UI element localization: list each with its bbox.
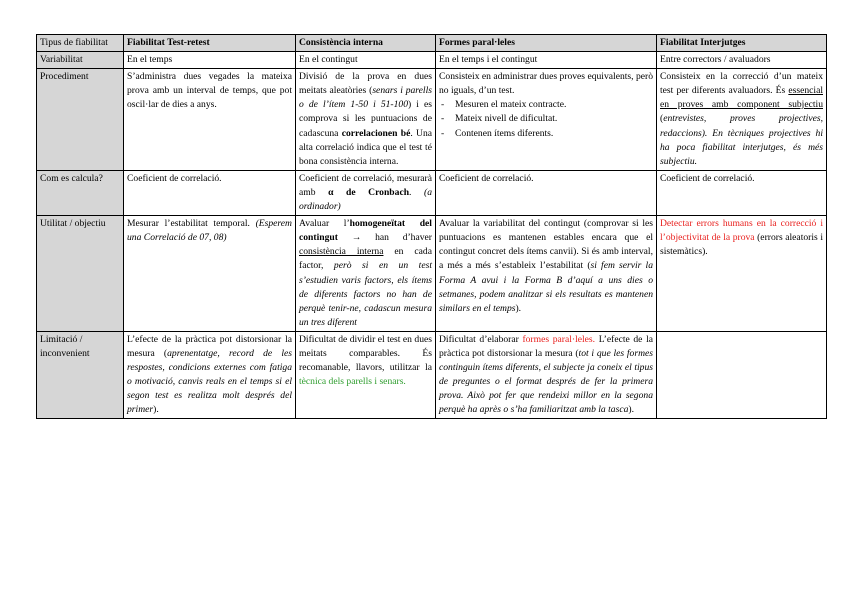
text-segment-italic: però si en un test s’estudien varis factors, els ítems de diferents factors no han de perquè tenir-ne, cadascun mesura un tres diferent xyxy=(299,260,432,328)
cell-procediment-interjutges xyxy=(657,69,827,171)
cell-procediment-test-retest: S’administra dues vegades la mateixa prova amb un interval de temps, que pot oscil·lar de dies a anys. xyxy=(124,69,296,171)
row-utilitat xyxy=(37,216,827,332)
cell-utilitat-interjutges xyxy=(657,216,827,332)
text-segment: ). xyxy=(628,404,634,416)
procediment-formes-list xyxy=(439,98,653,140)
procediment-formes-intro: Consisteix en administrar dues proves equivalents, però no iguals, d’un test. xyxy=(439,71,653,97)
text-segment-italic: (a ordinador) xyxy=(299,186,433,213)
cell-utilitat-formes xyxy=(436,216,657,332)
row-limitacio xyxy=(37,331,827,419)
text-segment-underlined: essencial en proves amb component subjectiu xyxy=(660,85,823,111)
text-segment: Consisteix en la correcció d’un mateix test per diferents avaluadors. És xyxy=(660,71,823,97)
cell-calcula-formes: Coeficient de correlació. xyxy=(436,170,657,215)
text-segment: Mesurar l’estabilitat temporal. xyxy=(127,218,256,230)
list-item: - Mesuren el mateix contracte. xyxy=(439,98,653,112)
text-segment: Avaluar la variabilitat del contingut (comprovar si les puntuacions es mantenen estables encara que el contingut concret dels ítems canvii). Si és amb interval, a més a més s’estableix l’estabilitat ( xyxy=(439,218,653,272)
text-segment: (errors aleatoris i sistemàtics). xyxy=(660,232,823,258)
cell-calcula-test-retest: Coeficient de correlació. xyxy=(124,170,296,215)
text-segment-bold: correlacionen bé xyxy=(341,127,411,139)
list-item: - Mateix nivell de dificultat. xyxy=(439,112,653,126)
text-segment-red: formes paral·leles. xyxy=(522,333,596,345)
header-formes-paralleles: Formes paral·leles xyxy=(436,35,657,52)
cell-utilitat-consistencia xyxy=(296,216,436,332)
text-segment: Coeficient de correlació, mesurarà amb xyxy=(299,172,432,198)
text-segment-bold: homogeneïtat del contingut xyxy=(299,218,432,244)
text-segment: Dificultat d’elaborar xyxy=(439,333,523,345)
text-segment: ). xyxy=(153,404,159,416)
text-segment-italic: si fem servir la Forma A avui i la Forma B d’aquí a uns dies o setmanes, podem analitzar si els resultats es mantenen similars en el temps xyxy=(439,260,653,314)
text-segment: → han d’haver xyxy=(337,232,432,244)
text-segment: Dificultat de dividir el test en dues meitats comparables. És recomanable, llavors, utilitzar la xyxy=(299,333,432,374)
text-segment-italic: aprenentatge, record de les respostes, condicions externes com fatiga o motivació, canvis reals en el temps si el segon test es realitza molt després del primer xyxy=(127,347,292,416)
cell-utilitat-test-retest xyxy=(124,216,296,332)
cell-limitacio-consistencia xyxy=(296,331,436,419)
header-tipus-fiabilitat: Tipus de fiabilitat xyxy=(37,35,124,52)
cell-variabilitat-interjutges: Entre correctors / avaluadors xyxy=(657,52,827,69)
row-procediment xyxy=(37,69,827,171)
cell-limitacio-formes xyxy=(436,331,657,419)
text-segment: Divisió de la prova en dues meitats aleatòries ( xyxy=(299,71,432,97)
text-segment-italic: (Esperem una Correlació de 07, 08) xyxy=(127,218,292,244)
table-header-row xyxy=(37,35,827,52)
cell-calcula-consistencia xyxy=(296,170,436,215)
cell-limitacio-interjutges xyxy=(657,331,827,419)
text-segment-underlined: consistència interna xyxy=(299,246,384,258)
header-interjutges: Fiabilitat Interjutges xyxy=(657,35,827,52)
text-segment: ) i es comprova si les puntuacions de cadascuna xyxy=(299,99,432,139)
list-item: - Contenen ítems diferents. xyxy=(439,127,653,141)
text-segment: . xyxy=(409,186,425,198)
cell-variabilitat-test-retest: En el temps xyxy=(124,52,296,69)
header-test-retest: Fiabilitat Test-retest xyxy=(124,35,296,52)
row-label-procediment: Procediment xyxy=(37,69,124,171)
text-segment-italic: tot i que les formes continguin ítems diferents, el subjecte ja coneix el tipus de preguntes o el format després de fer la primera prova. Això pot fer que rendeixi millor en la segona perquè ha après o s’ha familiaritzat amb la tasca xyxy=(439,347,654,416)
row-com-es-calcula xyxy=(37,170,827,215)
text-segment-green: tècnica dels parells i senars. xyxy=(299,376,406,388)
text-segment-bold: α de Cronbach xyxy=(328,186,410,198)
text-segment-red: Detectar errors humans en la correcció i l’objectivitat de la prova xyxy=(660,218,823,244)
reliability-comparison-table xyxy=(36,34,827,419)
row-variabilitat xyxy=(37,52,827,69)
row-label-utilitat: Utilitat / objectiu xyxy=(37,216,124,332)
text-segment-italic: entrevistes, proves projectives, redaccions). En tècniques projectives hi ha poca fiabilitat interjutges, és més subjectiu. xyxy=(660,113,823,167)
row-label-limitacio: Limitació / inconvenient xyxy=(37,331,124,419)
text-segment: Avaluar l’ xyxy=(299,218,350,230)
cell-calcula-interjutges: Coeficient de correlació. xyxy=(657,170,827,215)
text-segment-italic: senars i parells o de l’ítem 1-50 i 51-100 xyxy=(299,85,432,111)
text-segment: ( xyxy=(660,113,664,125)
cell-limitacio-test-retest xyxy=(124,331,296,419)
header-consistencia-interna: Consistència interna xyxy=(296,35,436,52)
text-segment: . Una alta correlació indica que el test té bona consistència interna. xyxy=(299,127,432,167)
text-segment: L’efecte de la pràctica pot distorsionar la mesura ( xyxy=(439,333,653,359)
text-segment: en cada factor, xyxy=(299,246,432,272)
cell-procediment-consistencia xyxy=(296,69,436,171)
cell-variabilitat-formes: En el temps i el contingut xyxy=(436,52,657,69)
text-segment: L’efecte de la pràctica pot distorsionar la mesura ( xyxy=(127,333,292,359)
cell-procediment-formes xyxy=(436,69,657,171)
row-label-variabilitat: Variabilitat xyxy=(37,52,124,69)
text-segment: ). xyxy=(515,302,522,314)
row-label-calcula: Com es calcula? xyxy=(37,170,124,215)
cell-variabilitat-consistencia: En el contingut xyxy=(296,52,436,69)
